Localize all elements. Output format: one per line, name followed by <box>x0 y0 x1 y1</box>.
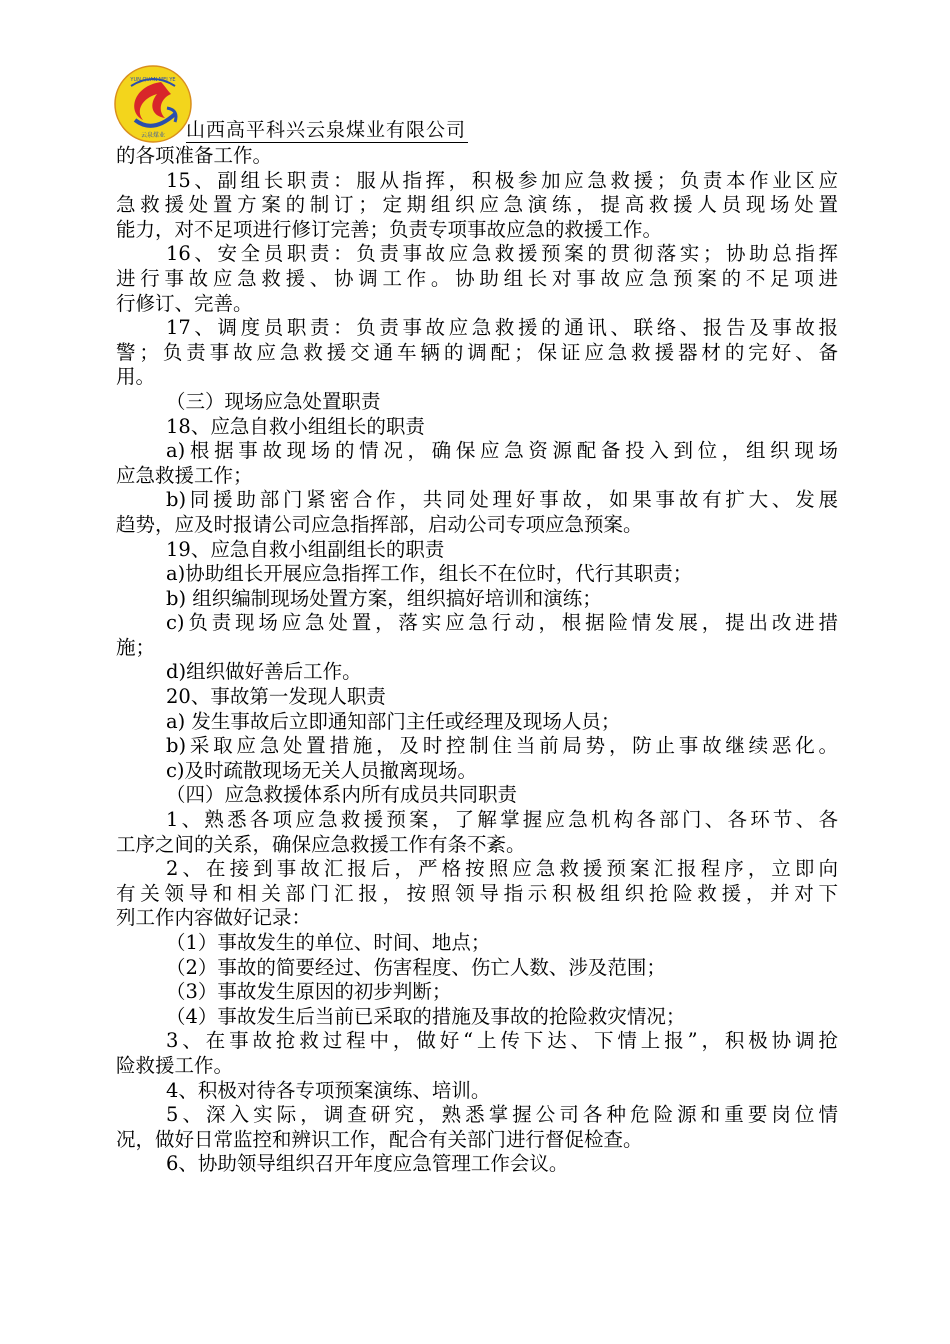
text-line: 应急救援工作； <box>116 463 253 487</box>
text-line: b)采取应急处置措施，及时控制住当前局势，防止事故继续恶化。 <box>166 734 838 758</box>
text-line: （3）事故发生原因的初步判断； <box>166 980 452 1004</box>
text-line: 18、应急自救小组组长的职责 <box>166 414 425 438</box>
text-line: 15、副组长职责：服从指挥，积极参加应急救援；负责本作业区应 <box>166 168 838 192</box>
text-line: 险救援工作。 <box>116 1053 234 1077</box>
text-line: 19、应急自救小组副组长的职责 <box>166 537 445 561</box>
text-line: 5、深入实际，调查研究，熟悉掌握公司各种危险源和重要岗位情 <box>166 1103 838 1127</box>
text-line: 2、在接到事故汇报后，严格按照应急救援预案汇报程序，立即向 <box>166 857 838 881</box>
text-line: 行修订、完善。 <box>116 291 253 315</box>
text-line: 警；负责事故应急救援交通车辆的调配；保证应急救援器材的完好、备 <box>116 340 838 364</box>
text-line: 20、事故第一发现人职责 <box>166 685 386 709</box>
text-line: （四）应急救援体系内所有成员共同职责 <box>166 783 518 807</box>
text-line: 急救援处置方案的制订；定期组织应急演练，提高救援人员现场处置 <box>116 193 838 217</box>
text-line: 6、协助领导组织召开年度应急管理工作会议。 <box>166 1152 569 1176</box>
text-line: 的各项准备工作。 <box>116 144 273 167</box>
text-line: 4、积极对待各专项预案演练、培训。 <box>166 1078 491 1102</box>
text-line: （4）事故发生后当前已采取的措施及事故的抢险救灾情况； <box>166 1004 686 1028</box>
text-line: 1、熟悉各项应急救援预案，了解掌握应急机构各部门、各环节、各 <box>166 808 838 832</box>
text-line: b)同援助部门紧密合作，共同处理好事故，如果事故有扩大、发展 <box>166 488 838 512</box>
text-line: 施； <box>116 635 156 659</box>
document-body <box>116 144 838 1177</box>
text-line: 列工作内容做好记录： <box>116 906 312 930</box>
text-line: （2）事故的简要经过、伤害程度、伤亡人数、涉及范围； <box>166 955 666 979</box>
text-line: a) 发生事故后立即通知部门主任或经理及现场人员； <box>166 709 621 733</box>
text-line: 况，做好日常监控和辨识工作，配合有关部门进行督促检查。 <box>116 1127 643 1151</box>
text-line: 能力，对不足项进行修订完善；负责专项事故应急的救援工作。 <box>116 217 663 241</box>
company-logo <box>113 64 193 144</box>
text-line: 有关领导和相关部门汇报，按照领导指示积极组织抢险救援，并对下 <box>116 881 838 905</box>
text-line: d)组织做好善后工作。 <box>166 660 362 684</box>
text-line: 用。 <box>116 365 156 389</box>
text-line: a)协助组长开展应急指挥工作，组长不在位时，代行其职责； <box>166 562 693 586</box>
text-line: 工序之间的关系，确保应急救援工作有条不紊。 <box>116 832 526 856</box>
text-line: 17、调度员职责：负责事故应急救援的通讯、联络、报告及事故报 <box>166 316 838 340</box>
text-line: c)及时疏散现场无关人员撤离现场。 <box>166 758 478 782</box>
text-line: 进行事故应急救援、协调工作。协助组长对事故应急预案的不足项进 <box>116 266 838 290</box>
text-line: 趋势，应及时报请公司应急指挥部，启动公司专项应急预案。 <box>116 512 643 536</box>
text-line: （1）事故发生的单位、时间、地点； <box>166 931 491 954</box>
text-line: 16、安全员职责：负责事故应急救援预案的贯彻落实；协助总指挥 <box>166 242 838 266</box>
text-line: a)根据事故现场的情况，确保应急资源配备投入到位，组织现场 <box>166 439 838 463</box>
svg-text:YUN QUAN MEI YE: YUN QUAN MEI YE <box>130 77 176 83</box>
text-line: b) 组织编制现场处置方案，组织搞好培训和演练； <box>166 586 602 610</box>
company-name-header: 山西高平科兴云泉煤业有限公司 <box>186 119 467 141</box>
text-line: （三）现场应急处置职责 <box>166 389 381 413</box>
text-line: 3、在事故抢救过程中，做好“上传下达、下情上报”，积极协调抢 <box>166 1029 838 1053</box>
svg-text:云泉煤业: 云泉煤业 <box>140 132 166 139</box>
text-line: c)负责现场应急处置，落实应急行动，根据险情发展，提出改进措 <box>166 611 838 635</box>
